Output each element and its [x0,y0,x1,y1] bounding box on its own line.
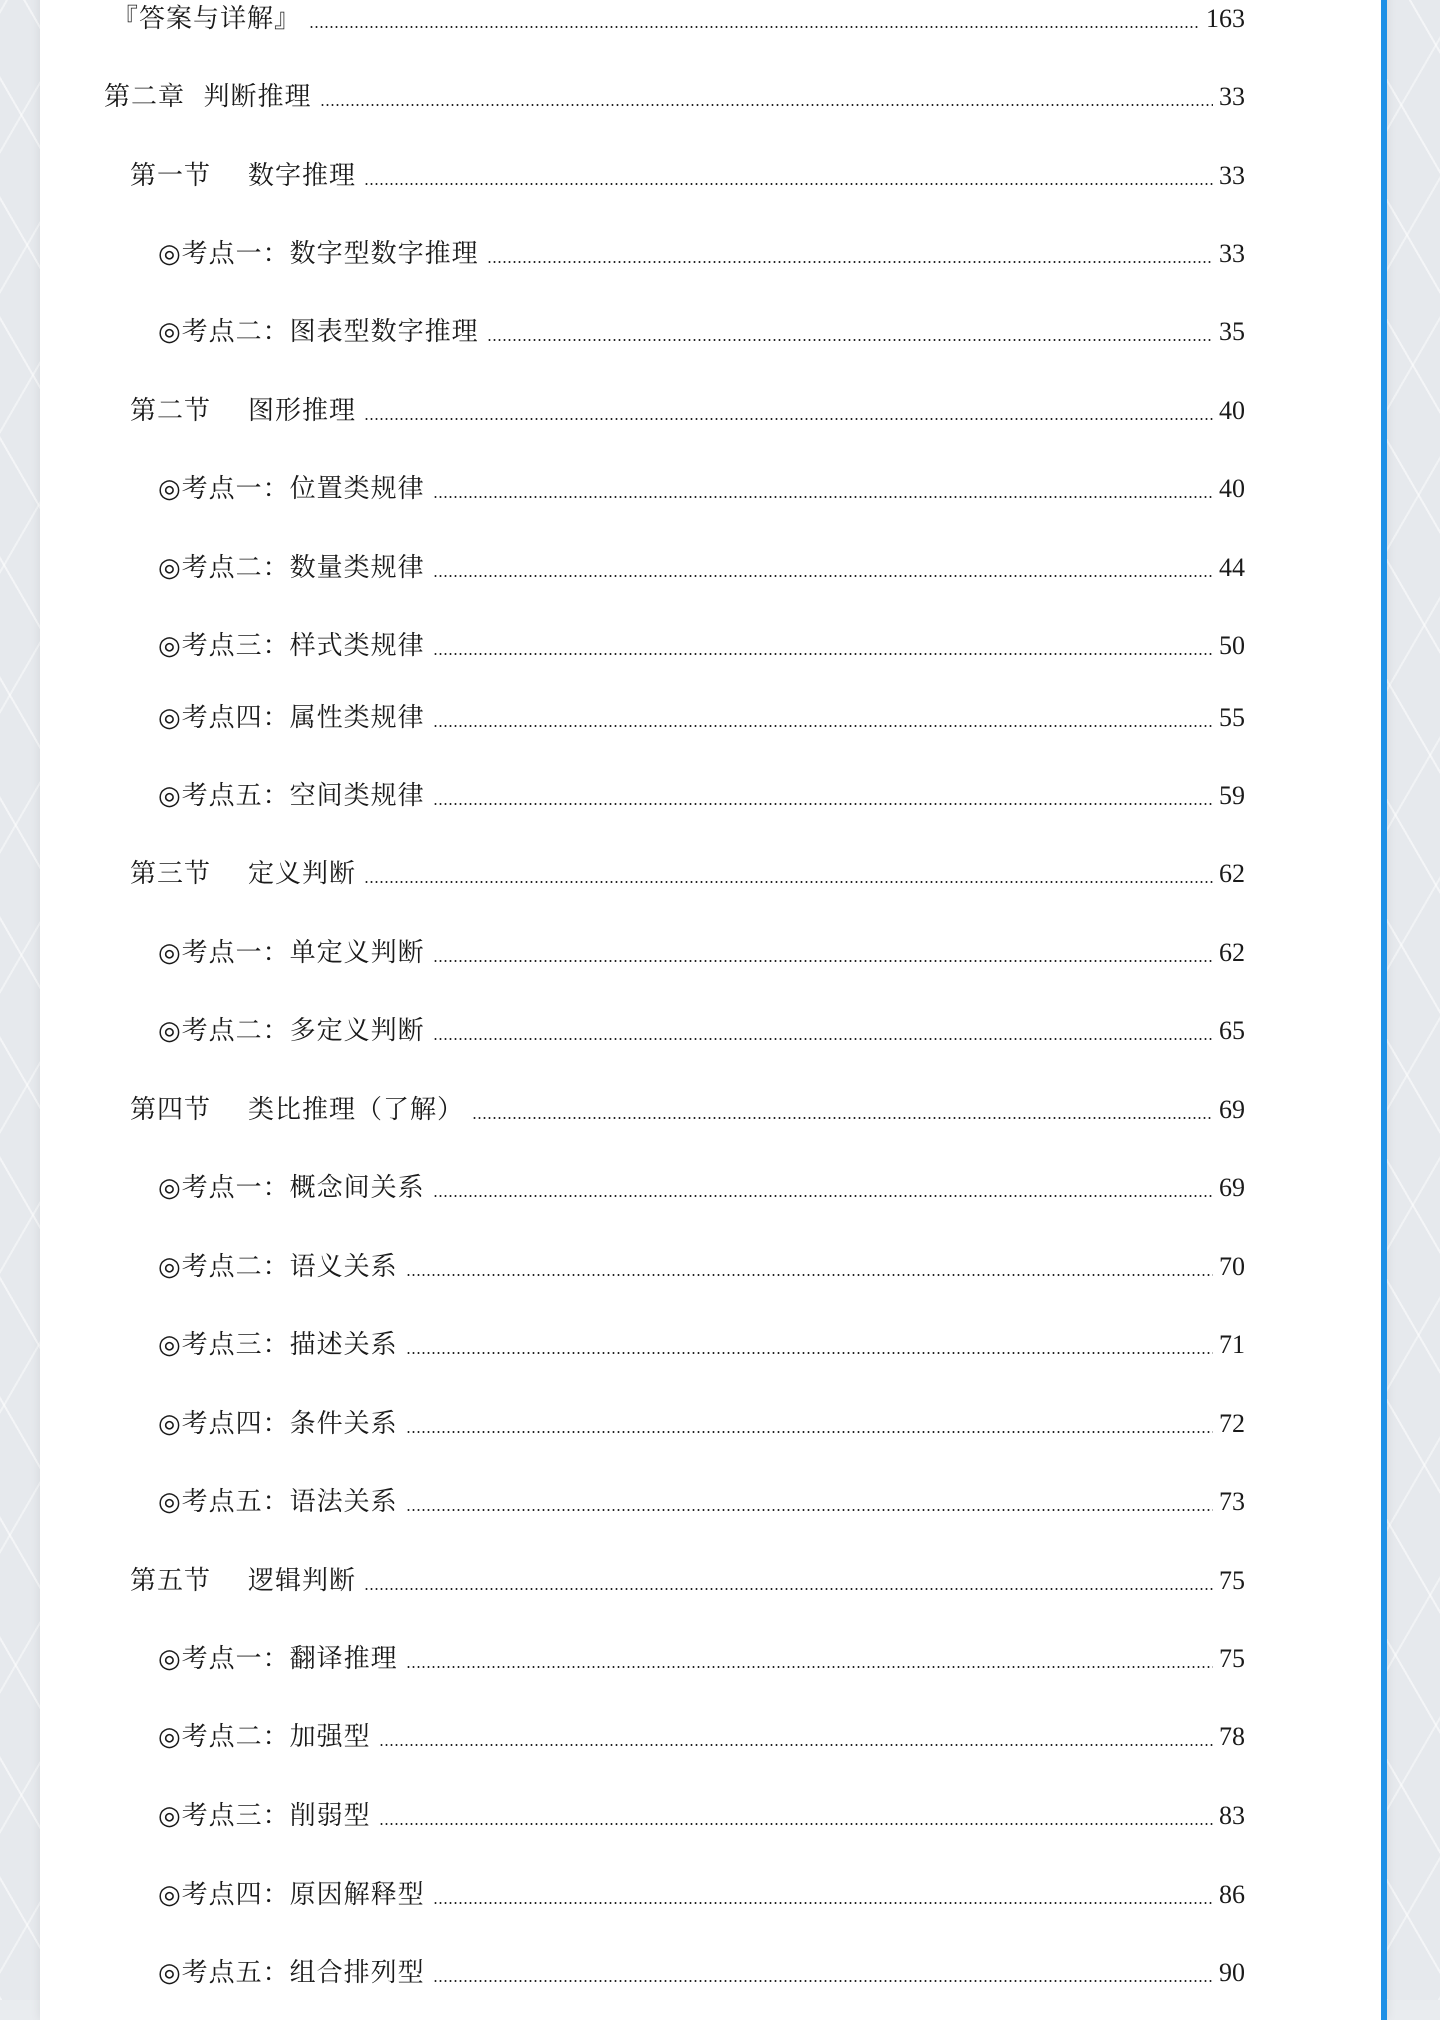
toc-leader-dots [379,1823,1213,1825]
toc-leader-dots [406,1431,1213,1433]
toc-leader-dots [406,1274,1213,1276]
toc-entry-page: 62 [1219,859,1245,888]
toc-entry-label: ◎考点五：组合排列型 [158,1958,425,1988]
toc-entry-label: 第三节 定义判断 [130,859,357,889]
toc-entry[interactable] [158,315,1245,349]
toc-entry-label: ◎考点一：翻译推理 [158,1644,398,1674]
toc-entry[interactable] [158,1956,1245,1990]
toc-entry-page: 75 [1219,1566,1245,1595]
toc-entry-page: 62 [1219,938,1245,967]
toc-entry-label: ◎考点五：空间类规律 [158,781,425,811]
toc-leader-dots [433,1902,1213,1904]
toc-entry-page: 55 [1219,703,1245,732]
toc-entry[interactable] [130,857,1245,891]
toc-entry[interactable] [158,1720,1245,1754]
toc-entry-page: 72 [1219,1409,1245,1438]
toc-entry-page: 59 [1219,781,1245,810]
toc-entry[interactable] [158,779,1245,813]
toc-entry[interactable] [158,701,1245,735]
toc-entry-page: 70 [1219,1252,1245,1281]
toc-entry[interactable] [158,237,1245,271]
toc-entry-page: 78 [1219,1722,1245,1751]
toc-entry[interactable] [158,472,1245,506]
toc-entry-page: 65 [1219,1016,1245,1045]
toc-entry-page: 73 [1219,1487,1245,1516]
toc-entry[interactable] [158,551,1245,585]
toc-entry-page: 33 [1219,161,1245,190]
toc-entry[interactable] [130,159,1245,193]
toc-leader-dots [406,1509,1213,1511]
toc-entry-label: ◎考点一：数字型数字推理 [158,239,479,269]
toc-entry-page: 50 [1219,631,1245,660]
toc-entry-label: ◎考点五：语法关系 [158,1487,398,1517]
toc-leader-dots [487,339,1213,341]
toc-entry[interactable] [130,1564,1245,1598]
toc-entry-label: 第五节 逻辑判断 [130,1566,357,1596]
toc-leader-dots [433,575,1213,577]
toc-entry-label: ◎考点一：单定义判断 [158,938,425,968]
toc-leader-dots [433,653,1213,655]
toc-entry-label: ◎考点三：削弱型 [158,1801,371,1831]
toc-entry-page: 69 [1219,1095,1245,1124]
toc-entry-page: 33 [1219,239,1245,268]
toc-entry-page: 40 [1219,396,1245,425]
document-page [40,0,1387,2020]
toc-entry[interactable] [158,1328,1245,1362]
toc-leader-dots [433,1980,1213,1982]
toc-entry-page: 71 [1219,1330,1245,1359]
toc-leader-dots [364,183,1213,185]
toc-entry-page: 75 [1219,1644,1245,1673]
toc-entry-page: 33 [1219,82,1245,111]
toc-entry-label: 『答案与详解』 [112,4,302,34]
toc-entry[interactable] [158,1878,1245,1912]
toc-entry-label: ◎考点四：条件关系 [158,1409,398,1439]
toc-entry[interactable] [158,936,1245,970]
toc-entry[interactable] [158,1799,1245,1833]
toc-entry[interactable] [158,1407,1245,1441]
toc-entry-page: 86 [1219,1880,1245,1909]
toc-entry[interactable] [158,1250,1245,1284]
toc-leader-dots [433,1038,1213,1040]
toc-entry[interactable] [158,1485,1245,1519]
toc-leader-dots [320,104,1213,106]
toc-entry[interactable] [158,629,1245,663]
toc-entry-label: ◎考点二：图表型数字推理 [158,317,479,347]
toc-entry-page: 40 [1219,474,1245,503]
toc-entry-page: 163 [1206,4,1245,33]
toc-entry-page: 83 [1219,1801,1245,1830]
toc-leader-dots [433,1195,1213,1197]
toc-entry-label: 第四节 类比推理（了解） [130,1095,465,1125]
toc-leader-dots [406,1352,1213,1354]
toc-entry-label: ◎考点三：样式类规律 [158,631,425,661]
toc-leader-dots [433,496,1213,498]
toc-entry-label: ◎考点四：属性类规律 [158,703,425,733]
toc-entry[interactable] [158,1171,1245,1205]
toc-entry-page: 90 [1219,1958,1245,1987]
toc-leader-dots [364,881,1213,883]
toc-entry-label: 第二节 图形推理 [130,396,357,426]
toc-entry-label: 第二章 判断推理 [104,82,312,112]
toc-entry-label: 第一节 数字推理 [130,161,357,191]
toc-entry-label: ◎考点二：语义关系 [158,1252,398,1282]
toc-entry-page: 69 [1219,1173,1245,1202]
toc-entry-label: ◎考点二：加强型 [158,1722,371,1752]
toc-entry-page: 44 [1219,553,1245,582]
toc-entry[interactable] [112,2,1245,36]
toc-leader-dots [433,803,1213,805]
toc-leader-dots [406,1666,1213,1668]
toc-leader-dots [433,725,1213,727]
toc-entry[interactable] [130,394,1245,428]
toc-entry[interactable] [158,1014,1245,1048]
toc-entry[interactable] [104,80,1245,114]
toc-leader-dots [433,960,1213,962]
toc-leader-dots [379,1744,1213,1746]
toc-entry-label: ◎考点一：概念间关系 [158,1173,425,1203]
toc-leader-dots [364,418,1213,420]
toc-leader-dots [472,1117,1213,1119]
toc-leader-dots [487,261,1213,263]
toc-entry[interactable] [130,1093,1245,1127]
toc-entry-label: ◎考点三：描述关系 [158,1330,398,1360]
toc-entry-label: ◎考点二：多定义判断 [158,1016,425,1046]
toc-leader-dots [364,1588,1213,1590]
toc-entry-label: ◎考点二：数量类规律 [158,553,425,583]
toc-entry-label: ◎考点一：位置类规律 [158,474,425,504]
toc-entry-label: ◎考点四：原因解释型 [158,1880,425,1910]
toc-entry-page: 35 [1219,317,1245,346]
toc-entry[interactable] [158,1642,1245,1676]
toc-leader-dots [309,26,1200,28]
